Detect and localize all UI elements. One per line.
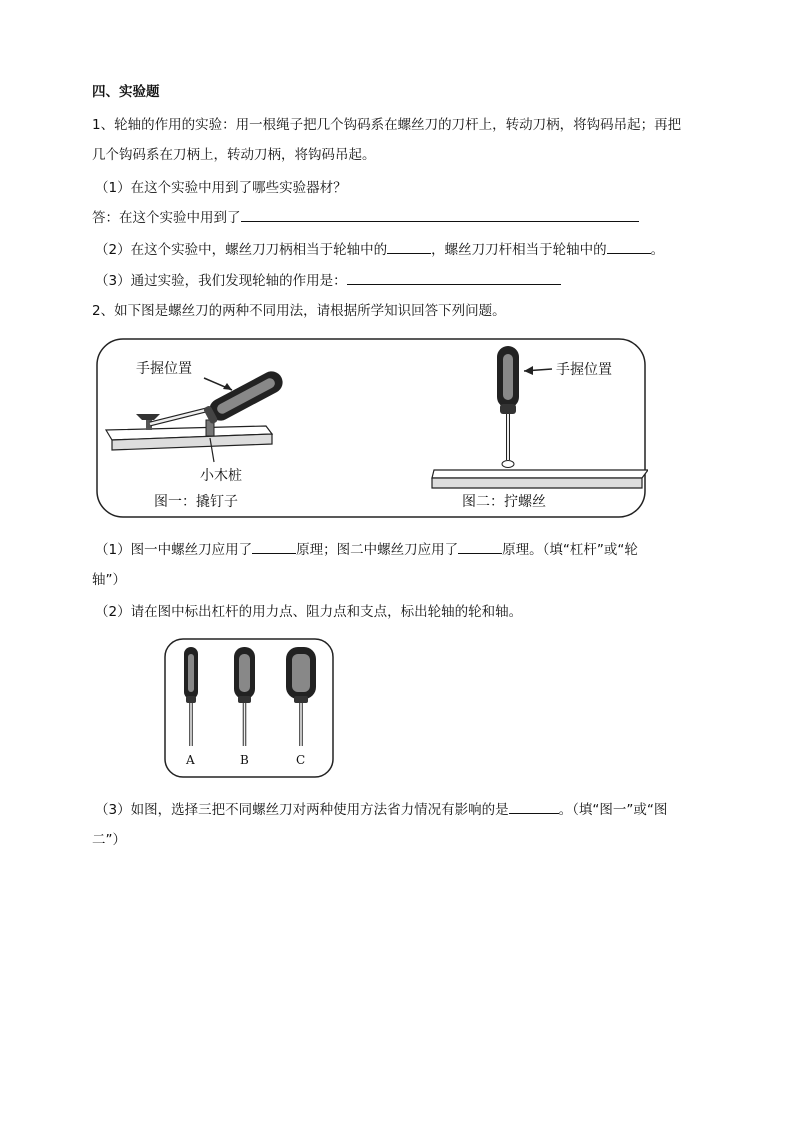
handle-blank[interactable] [387, 239, 431, 254]
fig2-principle-blank[interactable] [458, 539, 502, 554]
fig2-caption: 图二：拧螺丝 [462, 494, 546, 510]
q2-stem: 2、如下图是螺丝刀的两种不同用法，请根据所学知识回答下列问题。 [92, 303, 506, 319]
q1-sub2 [95, 239, 664, 260]
q1-answer-prefix: 答：在这个实验中用到了 [92, 210, 241, 226]
screwdriver-usage-figure [96, 338, 648, 520]
q2-sub3-part-a: （3）如图，选择三把不同螺丝刀对两种使用方法省力情况有影响的是 [95, 802, 509, 818]
q1-stem-line2: 几个钩码系在刀柄上，转动刀柄，将钩码吊起。 [92, 147, 376, 163]
q1-sub3 [95, 270, 561, 291]
q2-sub3 [95, 799, 667, 820]
fig1-principle-blank[interactable] [252, 539, 296, 554]
screwdriver-b [234, 647, 255, 746]
answer-blank[interactable] [241, 207, 639, 222]
q1-stem-line1: 1、轮轴的作用的实验：用一根绳子把几个钩码系在螺丝刀的刀杆上，转动刀柄，将钩码吊起；再把 [92, 117, 682, 133]
fig1-caption: 图一：撬钉子 [154, 494, 238, 510]
q2-sub3-continued: 二”） [92, 832, 126, 848]
fig1-peg-label: 小木桩 [200, 468, 242, 484]
q2-sub1 [95, 539, 638, 560]
q1-answer-line [92, 207, 639, 228]
q2-sub1-part-b: 原理；图二中螺丝刀应用了 [296, 542, 459, 558]
label-a: A [186, 753, 195, 767]
q1-sub3-text: （3）通过实验，我们发现轮轴的作用是： [95, 273, 347, 289]
q2-sub1-continued: 轴”） [92, 572, 126, 588]
label-c: C [296, 753, 306, 767]
q1-sub2-part-b: ，螺丝刀刀杆相当于轮轴中的 [431, 242, 607, 258]
q1-sub1: （1）在这个实验中用到了哪些实验器材？ [95, 180, 347, 196]
q2-sub3-part-b: 。（填“图一”或“图 [558, 802, 668, 818]
screwdriver-c [286, 647, 316, 746]
shaft-blank[interactable] [607, 239, 651, 254]
screwdrivers-abc-figure [164, 638, 336, 780]
q1-sub2-part-a: （2）在这个实验中，螺丝刀刀柄相当于轮轴中的 [95, 242, 388, 258]
fig2-handle-label: 手握位置 [556, 362, 612, 378]
section-title: 四、实验题 [92, 84, 160, 100]
fig1-handle-label: 手握位置 [136, 361, 192, 377]
screwdriver-a [184, 647, 198, 746]
function-blank[interactable] [347, 270, 561, 285]
q2-sub2: （2）请在图中标出杠杆的用力点、阻力点和支点，标出轮轴的轮和轴。 [95, 604, 523, 620]
fig2-screwing-drawing [432, 346, 648, 488]
q2-sub1-part-c: 原理。（填“杠杆”或“轮 [502, 542, 638, 558]
label-b: B [240, 753, 249, 767]
influence-blank[interactable] [509, 799, 559, 814]
fig1-prying-drawing [106, 368, 286, 462]
q1-sub2-end: 。 [650, 242, 665, 258]
q2-sub1-part-a: （1）图一中螺丝刀应用了 [95, 542, 253, 558]
